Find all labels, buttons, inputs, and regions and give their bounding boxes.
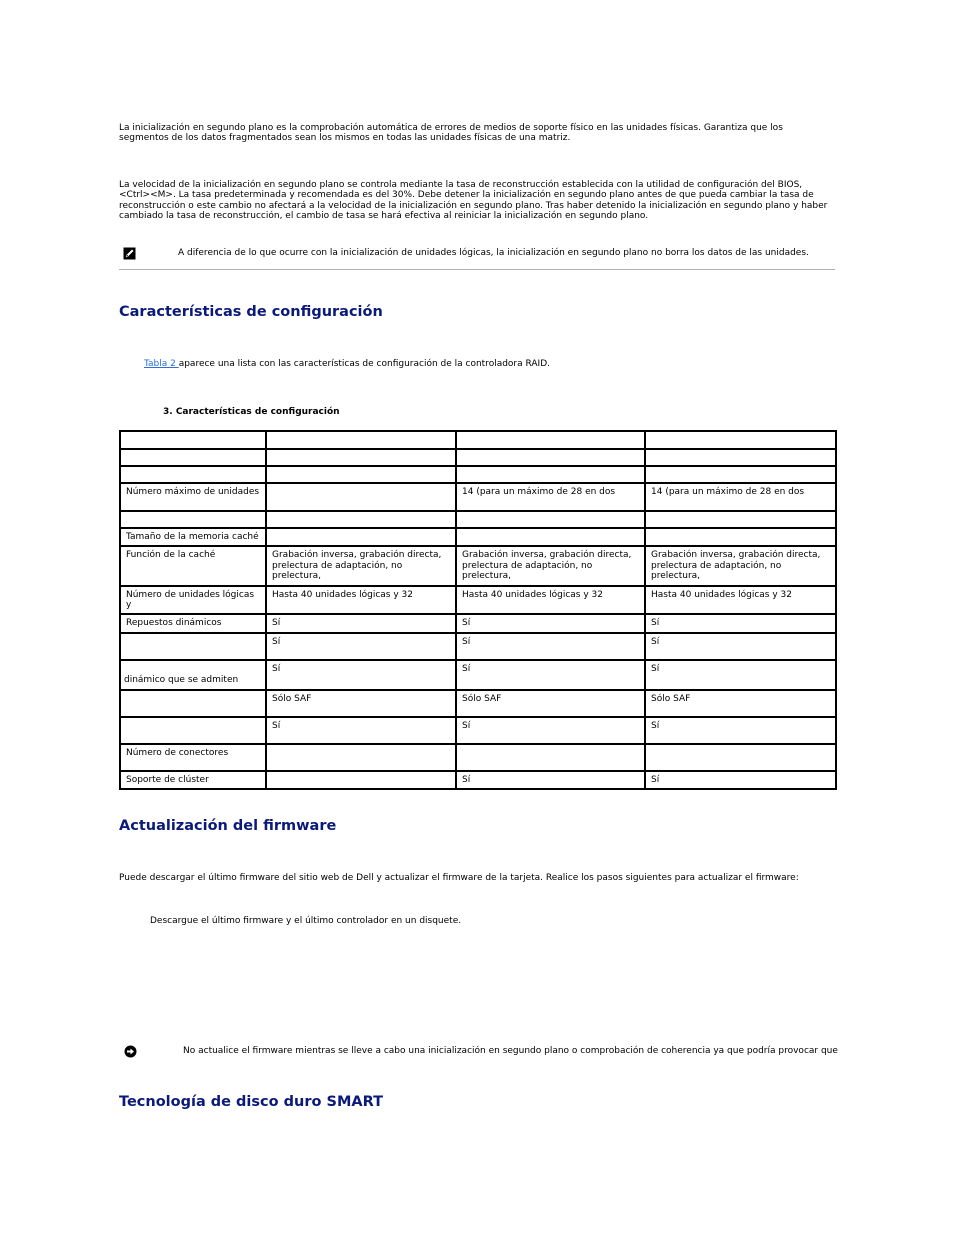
table-cell: Sólo SAF — [266, 690, 456, 717]
table-cell: Sí — [266, 633, 456, 660]
table-cell: Función de la caché — [120, 546, 266, 585]
table-cell: Sí — [645, 614, 836, 632]
firmware-step-1: Descargue el último firmware y el último controlador en un disquete. — [150, 916, 462, 926]
table-cell: Soporte de clúster — [120, 771, 266, 789]
table-cell: Hasta 40 unidades lógicas y 32 — [456, 586, 645, 615]
table-cell — [266, 449, 456, 466]
table-cell: Sí — [456, 717, 645, 744]
table-cell: Sí — [645, 633, 836, 660]
table-row — [120, 633, 836, 660]
table-cell — [645, 744, 836, 771]
table-cell — [266, 483, 456, 511]
configuration-table — [119, 430, 837, 790]
table-cell: Sí — [456, 660, 645, 690]
table-row — [120, 449, 836, 466]
table-cell — [120, 466, 266, 483]
table-cell — [120, 431, 266, 449]
note-pencil-icon — [123, 247, 136, 260]
firmware-notice-text: No actualice el firmware mientras se lleve a cabo una inicialización en segundo plano o comprobación de coherencia ya que podría provocar que — [183, 1046, 838, 1056]
table-cell — [456, 449, 645, 466]
table-cell — [266, 771, 456, 789]
notice-arrow-icon — [124, 1045, 137, 1058]
note-text: A diferencia de lo que ocurre con la inicialización de unidades lógicas, la inicialización en segundo plano no borra los datos de las unidades. — [178, 248, 809, 258]
table-row — [120, 614, 836, 632]
table-cell: dinámico que se admiten — [120, 660, 266, 690]
table-cell — [456, 511, 645, 528]
table-cell: 14 (para un máximo de 28 en dos — [645, 483, 836, 511]
table-cell — [120, 633, 266, 660]
table-cell: Sí — [645, 660, 836, 690]
intro-paragraph-2: La velocidad de la inicialización en segundo plano se controla mediante la tasa de reconstrucción establecida con la utilidad de configuración del BIOS, <Ctrl><M>. La tasa predeterminada y recomendada es del 30%. Debe detener la inicialización en segundo plano antes de que pueda cambiar la tasa de reconstrucción o este cambio no afectará a la velocidad de la inicialización en segundo plano. Tras haber detenido la inicialización en segundo plano y haber cambiado la tasa de reconstrucción, el cambio de tasa se hará efectiva al reiniciar la inicialización en segundo plano. — [119, 180, 828, 222]
table-row — [120, 660, 836, 690]
table-cell: Sí — [266, 660, 456, 690]
table-cell: Sí — [456, 633, 645, 660]
table-row — [120, 528, 836, 546]
table-cell: Grabación inversa, grabación directa, prelectura de adaptación, no prelectura, — [645, 546, 836, 585]
table-cell: Grabación inversa, grabación directa, prelectura de adaptación, no prelectura, — [456, 546, 645, 585]
table-cell: Hasta 40 unidades lógicas y 32 — [266, 586, 456, 615]
table-cell: Sí — [456, 614, 645, 632]
table-cell: Número de unidades lógicas y — [120, 586, 266, 615]
table-cell: Sí — [266, 717, 456, 744]
table-cell — [456, 431, 645, 449]
table-row — [120, 771, 836, 789]
table-caption: 3. Características de configuración — [163, 407, 340, 417]
table-cell: Sólo SAF — [645, 690, 836, 717]
table-cell — [266, 466, 456, 483]
table-cell — [645, 528, 836, 546]
table-cell: Número de conectores — [120, 744, 266, 771]
table-cell: Sí — [266, 614, 456, 632]
table-2-link[interactable]: Tabla 2 — [144, 359, 179, 369]
table-cell: 14 (para un máximo de 28 en dos — [456, 483, 645, 511]
table-cell: Tamaño de la memoria caché — [120, 528, 266, 546]
firmware-paragraph: Puede descargar el último firmware del sitio web de Dell y actualizar el firmware de la tarjeta. Realice los pasos siguientes para actualizar el firmware: — [119, 873, 799, 883]
table-row — [120, 690, 836, 717]
table-row — [120, 586, 836, 615]
table-cell: Grabación inversa, grabación directa, prelectura de adaptación, no prelectura, — [266, 546, 456, 585]
table-cell: Sí — [645, 717, 836, 744]
table-cell — [266, 431, 456, 449]
table-cell: Hasta 40 unidades lógicas y 32 — [645, 586, 836, 615]
section-title-firmware: Actualización del firmware — [119, 818, 337, 834]
intro-paragraph-1: La inicialización en segundo plano es la comprobación automática de errores de medios de soporte físico en las unidades físicas. Garantiza que los segmentos de los datos fragmentados sean los mismos en todas las unidades físicas de una matriz. — [119, 123, 783, 144]
table-cell — [120, 690, 266, 717]
table-cell — [120, 449, 266, 466]
section-title-configuracion: Características de configuración — [119, 304, 383, 320]
table-cell — [120, 717, 266, 744]
table-cell — [645, 466, 836, 483]
table-cell: Sí — [456, 771, 645, 789]
note-divider — [119, 269, 835, 270]
table-cell — [120, 511, 266, 528]
table-row — [120, 511, 836, 528]
table-row — [120, 546, 836, 585]
table-row — [120, 466, 836, 483]
config-intro — [144, 359, 834, 369]
table-row — [120, 431, 836, 449]
table-cell — [456, 744, 645, 771]
table-cell — [645, 449, 836, 466]
config-intro-text: aparece una lista con las características de configuración de la controladora RAID. — [178, 359, 550, 369]
table-row — [120, 744, 836, 771]
table-cell — [645, 431, 836, 449]
table-cell — [645, 511, 836, 528]
table-cell — [456, 466, 645, 483]
table-cell: Repuestos dinámicos — [120, 614, 266, 632]
table-row — [120, 483, 836, 511]
table-cell — [266, 744, 456, 771]
table-cell — [266, 528, 456, 546]
table-cell: Sólo SAF — [456, 690, 645, 717]
section-title-smart: Tecnología de disco duro SMART — [119, 1094, 384, 1110]
table-cell — [456, 528, 645, 546]
table-cell — [266, 511, 456, 528]
table-row — [120, 717, 836, 744]
table-cell: Sí — [645, 771, 836, 789]
table-cell: Número máximo de unidades — [120, 483, 266, 511]
